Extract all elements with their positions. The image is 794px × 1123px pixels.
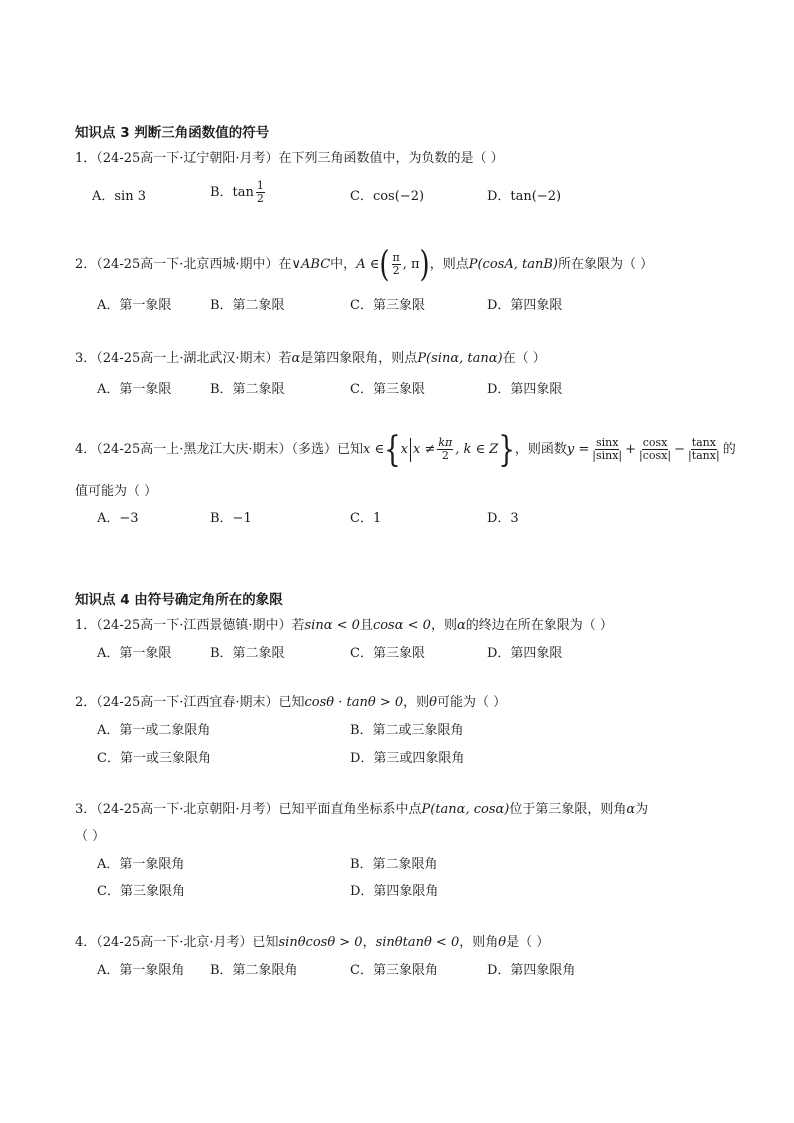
s3-q4-set-fraction — [437, 437, 453, 462]
s3-q4-line2: 值可能为（ ） — [75, 484, 158, 499]
section-3-heading: 知识点 3 判断三角函数值的符号 — [75, 125, 270, 141]
s4-q3-option-d: D．第四象限角 — [350, 884, 439, 899]
s3-q4-option-b: B．−1 — [210, 511, 252, 526]
s4-q4-cond1: sinθcosθ > 0 — [278, 935, 363, 950]
s3-q4-set-lhs: x ∈ — [363, 441, 385, 457]
s4-q4-option-d: D．第四象限角 — [487, 963, 576, 978]
s4-q3-text — [75, 801, 648, 819]
set-separator — [410, 438, 411, 462]
s3-q3-option-a: A．第一象限 — [97, 382, 172, 397]
s3-q4-option-a: A．−3 — [97, 511, 139, 526]
s4-q2-prefix: 2．（24-25高一下·江西宜春·期末）已知 — [75, 695, 305, 710]
s3-q3-point: P(sinα, tanα) — [417, 351, 503, 366]
fraction-numerator: π — [392, 251, 400, 264]
s4-q4-option-a: A．第一象限角 — [97, 963, 185, 978]
s3-q3-mid: 是第四象限角，则点 — [300, 351, 418, 366]
s4-q3-alpha: α — [626, 802, 636, 817]
s3-q4-y: y = — [566, 441, 590, 457]
s4-q4-text — [75, 934, 549, 952]
s3-q2-option-d: D．第四象限 — [487, 298, 563, 313]
fraction-numerator: kπ — [438, 436, 453, 449]
s3-q3-prefix: 3．（24-25高一上·湖北武汉·期末）若 — [75, 351, 292, 366]
s3-q4-fraction-2 — [638, 437, 672, 462]
s4-q1-alpha: α — [456, 618, 466, 633]
fraction-denominator: 2 — [392, 264, 400, 277]
fraction-numerator: sinx — [595, 436, 619, 449]
s4-q2-mid: ，则 — [403, 695, 430, 710]
s4-q3-option-c: C．第三象限角 — [97, 884, 185, 899]
fraction-numerator: cosx — [642, 436, 668, 449]
s4-q1-option-d: D．第四象限 — [487, 646, 563, 661]
right-paren: ) — [419, 244, 430, 285]
minus-sign: − — [674, 441, 685, 457]
s3-q2-option-c: C．第三象限 — [350, 298, 425, 313]
s3-q2-a-in: A ∈ — [356, 256, 380, 272]
s3-q1-option-c: C．cos(−2) — [350, 189, 425, 204]
s3-q2-option-b: B．第二象限 — [210, 298, 285, 313]
s4-q1-mid: ，则 — [430, 618, 457, 633]
s4-q1-option-b: B．第二象限 — [210, 646, 285, 661]
s4-q3-option-a: A．第一象限角 — [97, 857, 185, 872]
s3-q1-option-d: D．tan(−2) — [487, 189, 562, 204]
s3-q2-after-fraction: , π — [402, 256, 420, 272]
s3-q2-fraction — [392, 252, 401, 277]
s4-q2-option-c: C．第一或三象限角 — [97, 751, 211, 766]
s3-q2-text — [75, 244, 654, 285]
s3-q2-point: P(cosA, tanB) — [468, 256, 558, 272]
s4-q2-option-d: D．第三或四象限角 — [350, 751, 465, 766]
s3-q3-text — [75, 350, 546, 368]
s3-q3-option-d: D．第四象限 — [487, 382, 563, 397]
s4-q2-theta: θ — [429, 695, 437, 710]
s3-q2-mid2: ，则点 — [429, 256, 469, 272]
plus-sign: + — [625, 441, 637, 457]
fraction-denominator: |tanx| — [688, 449, 720, 462]
s4-q2-cond: cosθ · tanθ > 0 — [304, 695, 404, 710]
fraction-numerator: tanx — [691, 436, 716, 449]
s3-q2-option-a: A．第一象限 — [97, 298, 172, 313]
fraction-denominator: |sinx| — [592, 449, 623, 462]
s3-q2-triangle: ∨ABC — [291, 256, 331, 272]
s3-q3-option-b: B．第二象限 — [210, 382, 285, 397]
s3-q4-set-tail: , k ∈ Z — [455, 441, 499, 457]
s4-q4-theta: θ — [498, 935, 507, 950]
s3-q3-suffix: 在（ ） — [502, 351, 546, 366]
s3-q3-option-c: C．第三象限 — [350, 382, 425, 397]
s4-q4-prefix: 4．（24-25高一下·北京·月考）已知 — [75, 935, 279, 950]
s4-q3-prefix: 3．（24-25高一下·北京朝阳·月考）已知平面直角坐标系中点 — [75, 802, 422, 817]
left-paren: ( — [379, 244, 390, 285]
s3-q2-mid: 中， — [330, 256, 357, 272]
s3-q4-fraction-1 — [591, 437, 623, 462]
s3-q4-option-d: D．3 — [487, 511, 519, 526]
s3-q1-option-b — [210, 180, 267, 205]
s4-q4-suffix: 是（ ） — [506, 935, 550, 950]
s3-q4-fraction-3 — [687, 437, 721, 462]
s4-q1-cond2: cosα < 0 — [372, 618, 431, 633]
s4-q1-and: 且 — [359, 618, 373, 633]
s4-q2-text — [75, 694, 506, 712]
s4-q3-line2: （ ） — [75, 829, 106, 844]
s3-q1-text: 1．（24-25高一下·辽宁朝阳·月考）在下列三角函数值中，为负数的是（ ） — [75, 151, 504, 166]
s4-q1-text — [75, 617, 613, 635]
s4-q1-prefix: 1．（24-25高一下·江西景德镇·期中）若 — [75, 618, 305, 633]
s3-q1-option-b-fraction — [256, 180, 265, 205]
s4-q1-option-c: C．第三象限 — [350, 646, 425, 661]
s4-q2-suffix: 可能为（ ） — [436, 695, 507, 710]
s3-q3-alpha: α — [291, 351, 301, 366]
s4-q1-suffix: 的终边在所在象限为（ ） — [465, 618, 613, 633]
s4-q3-option-b: B．第二象限角 — [350, 857, 438, 872]
s4-q3-suffix: 为 — [635, 802, 649, 817]
s3-q4-suffix: 的 — [722, 441, 736, 457]
s3-q1-option-a: A．sin 3 — [92, 189, 146, 204]
s3-q4-prefix: 4．（24-25高一上·黑龙江大庆·期末）（多选）已知 — [75, 441, 364, 457]
s4-q4-cond2: sinθtanθ < 0 — [375, 935, 460, 950]
left-brace: { — [384, 429, 401, 470]
s4-q3-point: P(tanα, cosα) — [421, 802, 510, 817]
fraction-denominator: 2 — [256, 192, 264, 205]
s4-q1-option-a: A．第一象限 — [97, 646, 172, 661]
fraction-denominator: 2 — [441, 449, 449, 462]
s4-q2-option-a: A．第一或二象限角 — [97, 723, 211, 738]
s4-q1-cond1: sinα < 0 — [304, 618, 360, 633]
s3-q1-option-b-prefix: B．tan — [210, 184, 254, 200]
s4-q4-option-c: C．第三象限角 — [350, 963, 438, 978]
s3-q2-prefix: 2．（24-25高一下·北京西城·期中）在 — [75, 256, 292, 272]
s3-q4-text — [75, 429, 736, 470]
s3-q4-set-var: x — [400, 441, 408, 457]
section-4-heading: 知识点 4 由符号确定角所在的象限 — [75, 592, 283, 608]
s4-q4-option-b: B．第二象限角 — [210, 963, 298, 978]
right-brace: } — [498, 429, 515, 470]
s3-q2-suffix: 所在象限为（ ） — [557, 256, 654, 272]
s3-q4-option-c: C．1 — [350, 511, 382, 526]
s4-q4-sep: ， — [362, 935, 376, 950]
s4-q3-mid: 位于第三象限，则角 — [509, 802, 627, 817]
fraction-denominator: |cosx| — [639, 449, 672, 462]
s3-q4-set-cond: x ≠ — [413, 441, 436, 457]
s4-q4-mid: ，则角 — [459, 935, 499, 950]
s4-q2-option-b: B．第二或三象限角 — [350, 723, 464, 738]
s3-q4-mid: ，则函数 — [514, 441, 567, 457]
fraction-numerator: 1 — [256, 179, 264, 192]
